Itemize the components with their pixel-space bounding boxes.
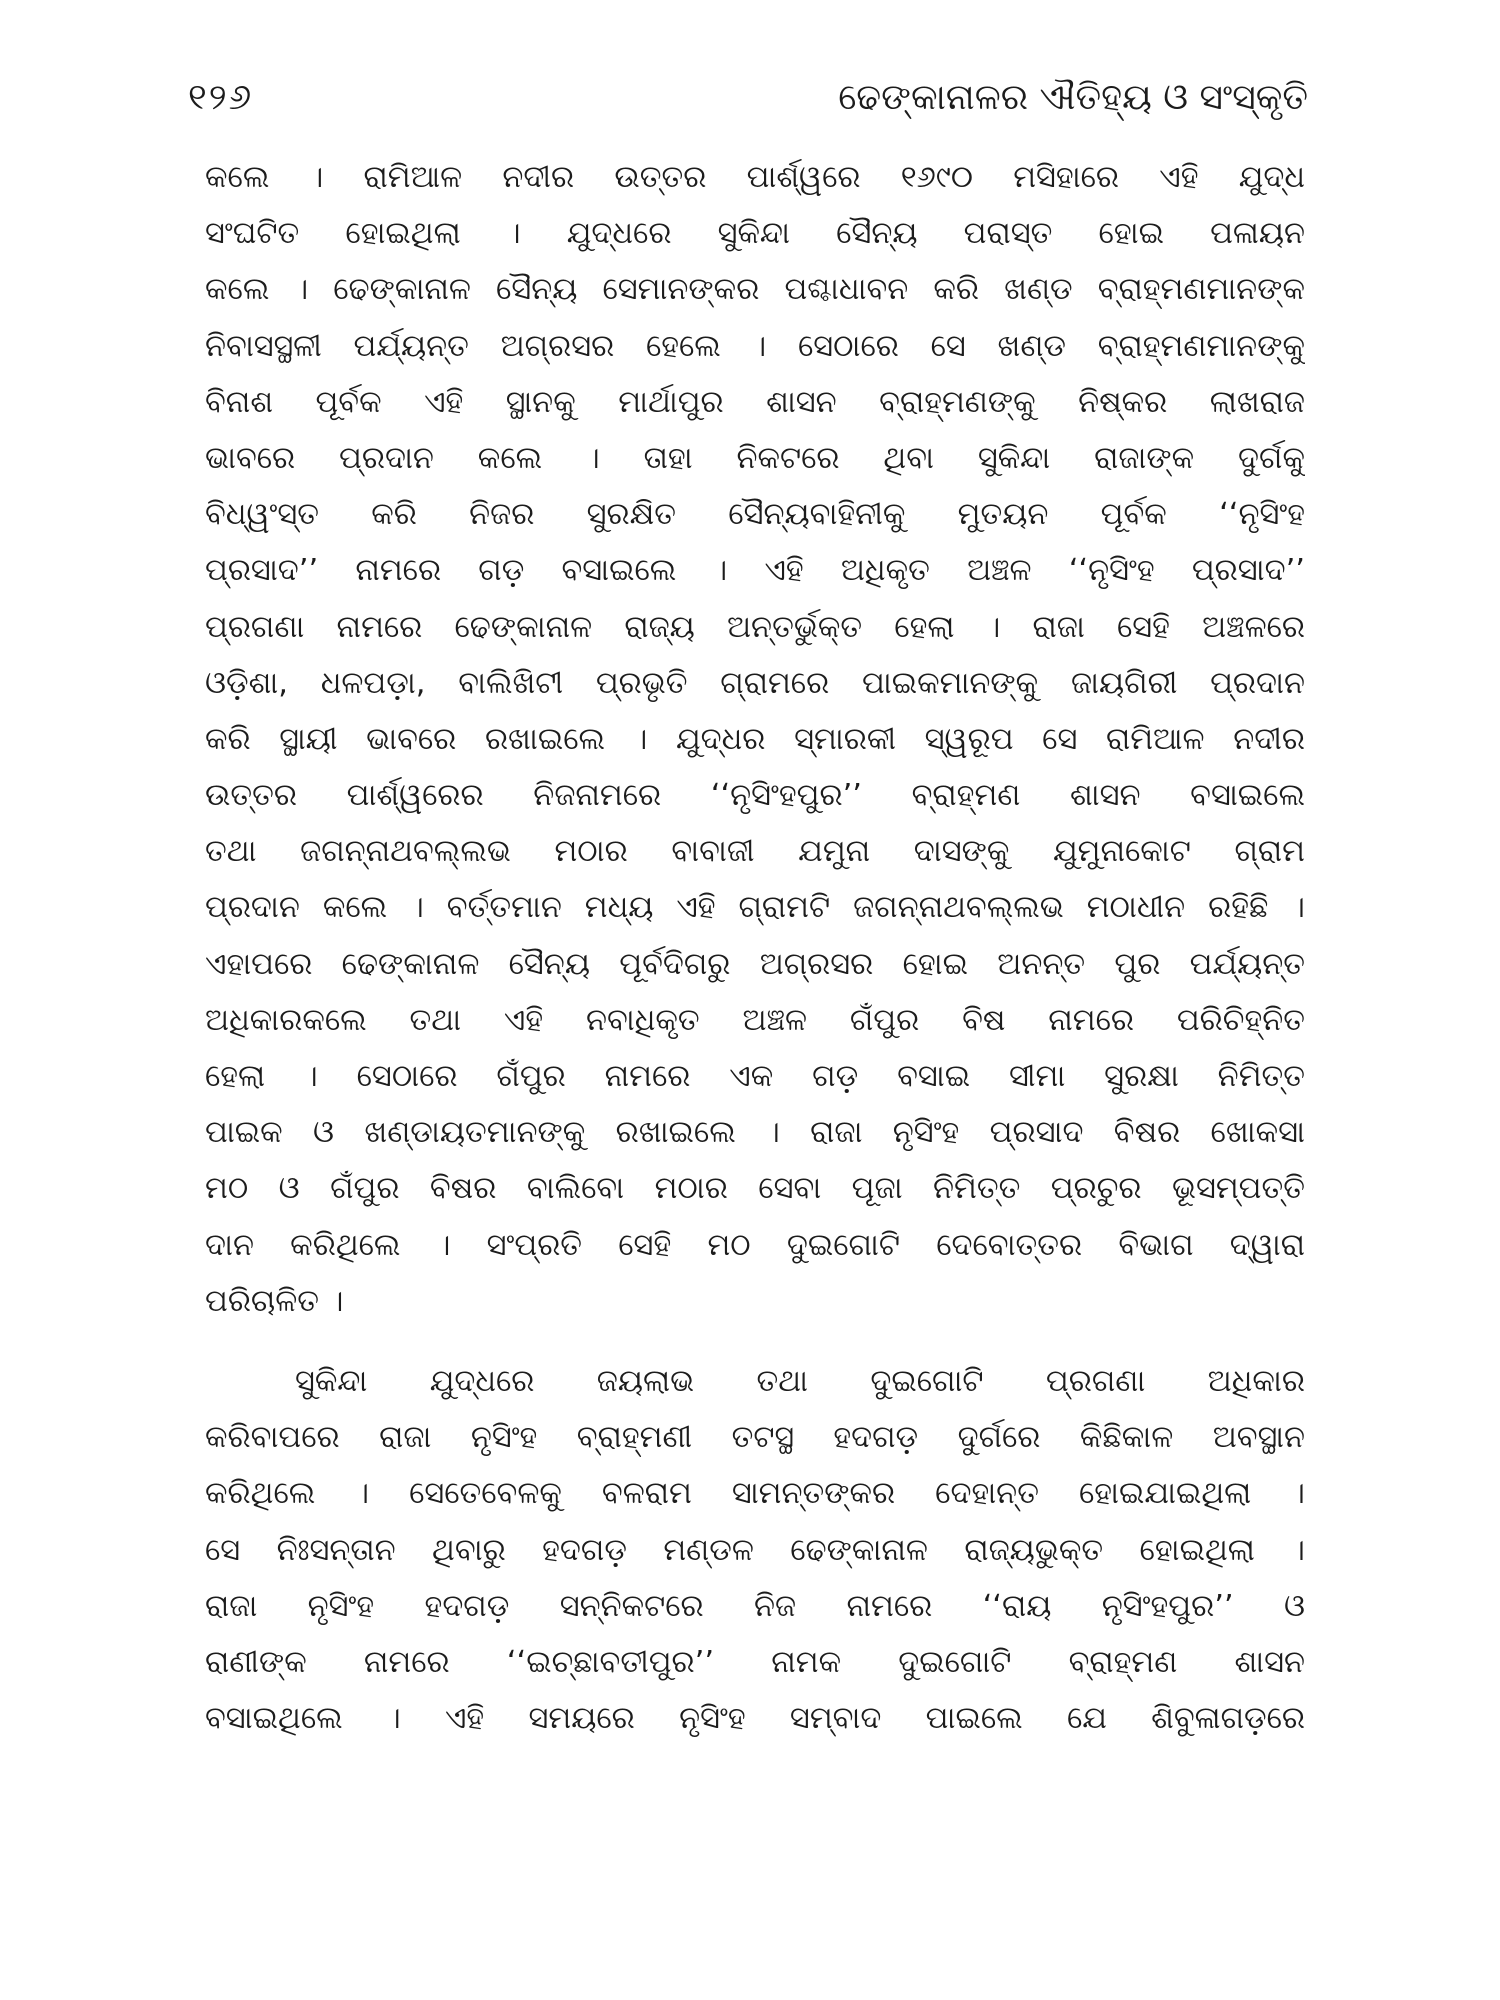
text-line: ପାଇକ ଓ ଖଣ୍ଡାୟତମାନଙ୍କୁ ରଖାଇଲେ । ରାଜା ନୃସିଂହ ପ୍ରସାଦ ବିଷର ଖୋକସା — [205, 1115, 1305, 1151]
text-line: ପ୍ରସାଦ’’ ନାମରେ ଗଡ଼ ବସାଇଲେ । ଏହି ଅଧିକୃତ ଅଞ୍ଚଳ ‘‘ନୃସିଂହ ପ୍ରସାଦ’’ — [205, 553, 1305, 589]
text-line: ବିଧ୍ୱଂସ୍ତ କରି ନିଜର ସୁରକ୍ଷିତ ସୈନ୍ୟବାହିନୀକୁ ମୁତୟନ ପୂର୍ବକ ‘‘ନୃସିଂହ — [205, 497, 1305, 533]
text-line: ପରିଚାଳିତ । — [205, 1283, 344, 1319]
text-line: କଲେ । ରାମିଆଳ ନଦୀର ଉତ୍ତର ପାର୍ଶ୍ୱରେ ୧୬୯୦ ମସିହାରେ ଏହି ଯୁଦ୍ଧ — [205, 160, 1305, 195]
text-line: ଉତ୍ତର ପାର୍ଶ୍ୱରେର ନିଜନାମରେ ‘‘ନୃସିଂହପୁର’’ ବ୍ରାହ୍ମଣ ଶାସନ ବସାଇଲେ — [205, 778, 1305, 814]
text-line: ରାଜା ନୃସିଂହ ହଦଗଡ଼ ସନ୍ନିକଟରେ ନିଜ ନାମରେ ‘‘ରାୟ ନୃସିଂହପୁର’’ ଓ — [205, 1588, 1305, 1624]
text-line: ସଂଘଟିତ ହୋଇଥିଲା । ଯୁଦ୍ଧରେ ସୁକିନ୍ଦା ସୈନ୍ୟ ପରାସ୍ତ ହୋଇ ପଳାୟନ — [205, 216, 1305, 252]
body-text — [205, 150, 1305, 1747]
text-line: ଏହାପରେ ଢେଙ୍କାନାଳ ସୈନ୍ୟ ପୂର୍ବଦିଗରୁ ଅଗ୍ରସର ହୋଇ ଅନନ୍ତ ପୁର ପର୍ଯ୍ୟନ୍ତ — [205, 946, 1305, 982]
text-line: ମଠ ଓ ଗଁପୁର ବିଷର ବାଲିବୋ ମଠାର ସେବା ପୂଜା ନିମିତ୍ତ ପ୍ରଚୁର ଭୂସମ୍ପତ୍ତି — [205, 1171, 1305, 1207]
text-line: ନିବାସସ୍ଥଳୀ ପର୍ଯ୍ୟନ୍ତ ଅଗ୍ରସର ହେଲେ । ସେଠାରେ ସେ ଖଣ୍ଡ ବ୍ରାହ୍ମଣମାନଙ୍କୁ — [205, 328, 1305, 364]
paragraph-gap — [205, 1330, 1305, 1354]
text-line: ସୁକିନ୍ଦା ଯୁଦ୍ଧରେ ଜୟଲାଭ ତଥା ଦୁଇଗୋଟି ପ୍ରଗଣା ଅଧିକାର — [295, 1363, 1305, 1399]
text-line: କରି ସ୍ଥାୟୀ ଭାବରେ ରଖାଇଲେ । ଯୁଦ୍ଧର ସ୍ମାରକୀ ସ୍ୱରୂପ ସେ ରାମିଆଳ ନଦୀର — [205, 721, 1305, 757]
text-line: ଓଡ଼ିଶା, ଧଳପଡ଼ା, ବାଲିଖିଟୀ ପ୍ରଭୃତି ଗ୍ରାମରେ ପାଇକମାନଙ୍କୁ ଜାୟଗିରୀ ପ୍ରଦାନ — [205, 665, 1305, 701]
paragraph-1 — [205, 150, 1305, 1330]
text-line: ଭାବରେ ପ୍ରଦାନ କଲେ । ତାହା ନିକଟରେ ଥିବା ସୁକିନ୍ଦା ରାଜାଙ୍କ ଦୁର୍ଗକୁ — [205, 440, 1305, 476]
text-line: ବିନାଶ ପୂର୍ବକ ଏହି ସ୍ଥାନକୁ ମାର୍ଥାପୁର ଶାସନ ବ୍ରାହ୍ମଣଙ୍କୁ ନିଷ୍କର ଲାଖରାଜ — [205, 384, 1305, 420]
text-line: ରାଣୀଙ୍କ ନାମରେ ‘‘ଇଚ୍ଛାବତୀପୁର’’ ନାମକ ଦୁଇଗୋଟି ବ୍ରାହ୍ମଣ ଶାସନ — [205, 1644, 1305, 1680]
text-line: ପ୍ରଗଣା ନାମରେ ଢେଙ୍କାନାଳ ରାଜ୍ୟ ଅନ୍ତର୍ଭୁକ୍ତ ହେଲା । ରାଜା ସେହି ଅଞ୍ଚଳରେ — [205, 609, 1305, 645]
text-line: ପ୍ରଦାନ କଲେ । ବର୍ତ୍ତମାନ ମଧ୍ୟ ଏହି ଗ୍ରାମଟି ଜଗନ୍ନାଥବଲ୍ଲଭ ମଠାଧୀନ ରହିଛି । — [205, 890, 1305, 926]
running-title: ଢେଙ୍କାନାଳର ଐତିହ୍ୟ ଓ ସଂସ୍କୃତି — [838, 77, 1308, 118]
text-line: କରିବାପରେ ରାଜା ନୃସିଂହ ବ୍ରାହ୍ମଣୀ ତଟସ୍ଥ ହଦଗଡ଼ ଦୁର୍ଗରେ କିଛିକାଳ ଅବସ୍ଥାନ — [205, 1420, 1305, 1456]
paragraph-2 — [205, 1354, 1305, 1747]
text-line: ତଥା ଜଗନ୍ନାଥବଲ୍ଲଭ ମଠାର ବାବାଜୀ ଯମୁନା ଦାସଙ୍କୁ ଯୁମୁନାକୋଟ ଗ୍ରାମ — [205, 834, 1305, 870]
text-line: ବସାଇଥିଲେ । ଏହି ସମୟରେ ନୃସିଂହ ସମ୍ବାଦ ପାଇଲେ ଯେ ଶିବୁଳାଗଡ଼ରେ — [205, 1701, 1305, 1737]
text-line: କରିଥିଲେ । ସେତେବେଳକୁ ବଳରାମ ସାମନ୍ତଙ୍କର ଦେହାନ୍ତ ହୋଇଯାଇଥିଲା । — [205, 1476, 1305, 1512]
text-line: ହେଲା । ସେଠାରେ ଗଁପୁର ନାମରେ ଏକ ଗଡ଼ ବସାଇ ସୀମା ସୁରକ୍ଷା ନିମିତ୍ତ — [205, 1059, 1305, 1094]
page-header — [188, 68, 1308, 128]
text-line: କଲେ । ଢେଙ୍କାନାଳ ସୈନ୍ୟ ସେମାନଙ୍କର ପଶ୍ଚାଧାବନ କରି ଖଣ୍ଡ ବ୍ରାହ୍ମଣମାନଙ୍କ — [205, 272, 1305, 308]
text-line: ଅଧିକାରକଲେ ତଥା ଏହି ନବାଧିକୃତ ଅଞ୍ଚଳ ଗଁପୁର ବିଷ ନାମରେ ପରିଚିହ୍ନିତ — [205, 1002, 1305, 1038]
page-number: ୧୨୬ — [188, 77, 254, 118]
text-line: ସେ ନିଃସନ୍ତାନ ଥିବାରୁ ହଦଗଡ଼ ମଣ୍ଡଳ ଢେଙ୍କାନାଳ ରାଜ୍ୟଭୁକ୍ତ ହୋଇଥିଲା । — [205, 1532, 1305, 1568]
text-line: ଦାନ କରିଥିଲେ । ସଂପ୍ରତି ସେହି ମଠ ଦୁଇଗୋଟି ଦେବୋତ୍ତର ବିଭାଗ ଦ୍ୱାରା — [205, 1227, 1305, 1263]
